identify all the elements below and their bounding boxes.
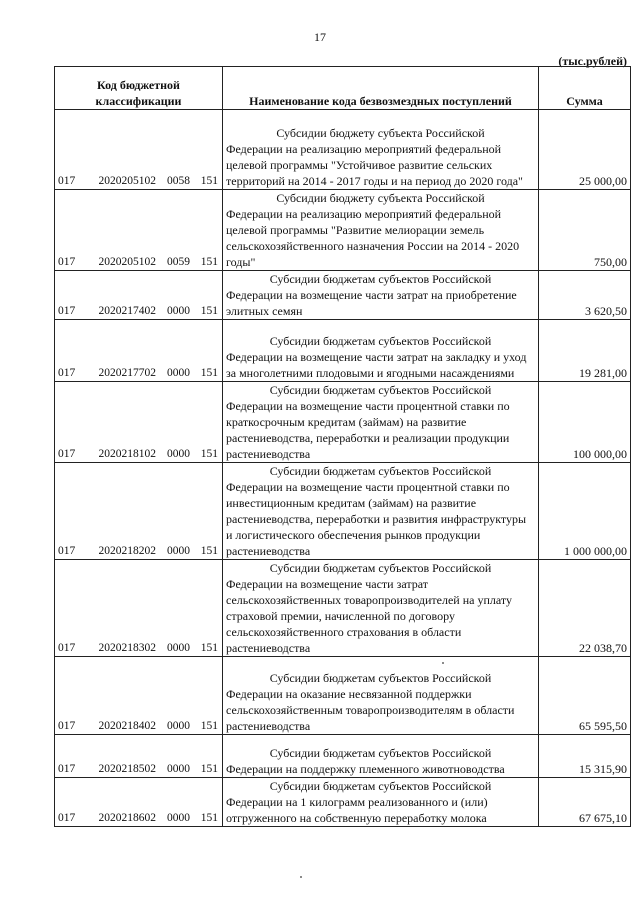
- code-program: 0000: [167, 305, 190, 317]
- code-program: 0000: [167, 448, 190, 460]
- code-group: 017: [58, 763, 76, 775]
- units-label: (тыс.рублей): [558, 54, 627, 68]
- name-first-line: Субсидии бюджетам субъектов Российской: [269, 272, 492, 286]
- amount-cell: 67 675,10: [539, 778, 631, 827]
- code-main: 2020218102: [98, 448, 156, 460]
- code-group: 017: [58, 642, 76, 654]
- header-name: Наименование кода безвозмездных поступлений: [223, 67, 539, 110]
- table-row: [55, 190, 631, 271]
- code-economic: 151: [200, 763, 218, 775]
- amount-cell: 3 620,50: [539, 271, 631, 320]
- name-first-line: Субсидии бюджету субъекта Российской: [276, 126, 485, 140]
- name-rest: Федерации на реализацию мероприятий федеральной целевой программы "Развитие мелиорации земель сельскохозяйственного назначения России на 2014 - 2020 годы": [226, 207, 520, 269]
- name-cell: [223, 463, 539, 560]
- code-group: 017: [58, 448, 76, 460]
- code-cell: [55, 560, 223, 657]
- code-economic: 151: [200, 175, 218, 187]
- code-economic: 151: [200, 642, 218, 654]
- scan-speck: [300, 876, 302, 878]
- code-program: 0058: [167, 175, 190, 187]
- name-cell: [223, 271, 539, 320]
- code-group: 017: [58, 367, 76, 379]
- name-rest: Федерации на возмещение части затрат на закладку и уход за многолетними плодовыми и ягодными насаждениями: [226, 350, 527, 380]
- code-economic: 151: [200, 720, 218, 732]
- code-economic: 151: [200, 367, 218, 379]
- name-first-line: Субсидии бюджетам субъектов Российской: [269, 671, 492, 685]
- code-cell: [55, 778, 223, 827]
- table-row: [55, 560, 631, 657]
- code-program: 0000: [167, 812, 190, 824]
- code-main: 2020205102: [98, 175, 156, 187]
- code-economic: 151: [200, 545, 218, 557]
- name-first-line: Субсидии бюджетам субъектов Российской: [269, 383, 492, 397]
- amount-cell: 19 281,00: [539, 320, 631, 382]
- table-row: [55, 271, 631, 320]
- table-row: [55, 463, 631, 560]
- table-body: [55, 110, 631, 827]
- amount-cell: 1 000 000,00: [539, 463, 631, 560]
- table-row: [55, 657, 631, 735]
- code-group: 017: [58, 305, 76, 317]
- name-cell: [223, 320, 539, 382]
- header-amount: Сумма: [539, 67, 631, 110]
- code-cell: [55, 657, 223, 735]
- code-economic: 151: [200, 256, 218, 268]
- code-cell: [55, 463, 223, 560]
- header-code: Код бюджетной классификации: [55, 67, 223, 110]
- code-economic: 151: [200, 305, 218, 317]
- code-cell: [55, 320, 223, 382]
- code-economic: 151: [200, 448, 218, 460]
- name-first-line: Субсидии бюджету субъекта Российской: [276, 191, 485, 205]
- name-cell: [223, 190, 539, 271]
- code-cell: [55, 382, 223, 463]
- code-program: 0000: [167, 720, 190, 732]
- table-row: [55, 778, 631, 827]
- code-main: 2020217402: [98, 305, 156, 317]
- code-program: 0000: [167, 642, 190, 654]
- code-cell: [55, 271, 223, 320]
- budget-table: [54, 66, 631, 827]
- code-group: 017: [58, 256, 76, 268]
- name-first-line: Субсидии бюджетам субъектов Российской: [269, 779, 492, 793]
- name-cell: [223, 778, 539, 827]
- code-group: 017: [58, 545, 76, 557]
- code-program: 0000: [167, 367, 190, 379]
- name-rest: Федерации на поддержку племенного животноводства: [226, 762, 505, 776]
- code-main: 2020205102: [98, 256, 156, 268]
- name-cell: [223, 110, 539, 190]
- name-first-line: Субсидии бюджетам субъектов Российской: [269, 464, 492, 478]
- code-cell: [55, 110, 223, 190]
- scan-speck: [442, 662, 444, 664]
- code-program: 0000: [167, 763, 190, 775]
- table-row: [55, 110, 631, 190]
- code-main: 2020218502: [98, 763, 156, 775]
- code-main: 2020218202: [98, 545, 156, 557]
- code-economic: 151: [200, 812, 218, 824]
- page-number: 17: [314, 30, 326, 44]
- name-rest: Федерации на 1 килограмм реализованного и (или) отгруженного на собственную переработку молока: [226, 795, 488, 825]
- code-main: 2020218302: [98, 642, 156, 654]
- name-rest: Федерации на возмещение части затрат сельскохозяйственных товаропроизводителей на уплату страховой премии, начисленной по договору сельскохозяйственного страхования в области растениеводства: [226, 577, 512, 655]
- amount-cell: 750,00: [539, 190, 631, 271]
- name-cell: [223, 560, 539, 657]
- code-cell: [55, 735, 223, 778]
- code-main: 2020218602: [98, 812, 156, 824]
- code-main: 2020218402: [98, 720, 156, 732]
- name-first-line: Субсидии бюджетам субъектов Российской: [269, 746, 492, 760]
- table-row: [55, 320, 631, 382]
- name-cell: [223, 657, 539, 735]
- name-cell: [223, 382, 539, 463]
- code-group: 017: [58, 812, 76, 824]
- amount-cell: 100 000,00: [539, 382, 631, 463]
- code-group: 017: [58, 720, 76, 732]
- name-first-line: Субсидии бюджетам субъектов Российской: [269, 561, 492, 575]
- code-program: 0059: [167, 256, 190, 268]
- name-cell: [223, 735, 539, 778]
- table-row: [55, 382, 631, 463]
- amount-cell: 65 595,50: [539, 657, 631, 735]
- code-program: 0000: [167, 545, 190, 557]
- table-header-row: [55, 67, 631, 110]
- name-rest: Федерации на возмещение части затрат на приобретение элитных семян: [226, 288, 517, 318]
- code-cell: [55, 190, 223, 271]
- amount-cell: 22 038,70: [539, 560, 631, 657]
- code-main: 2020217702: [98, 367, 156, 379]
- name-rest: Федерации на оказание несвязанной поддержки сельскохозяйственным товаропроизводителям в области растениеводства: [226, 687, 515, 733]
- amount-cell: 15 315,90: [539, 735, 631, 778]
- name-rest: Федерации на возмещение части процентной ставки по инвестиционным кредитам (займам) на развитие растениеводства, переработки и развития инфраструктуры и логистического обеспечения рынков продукции растениеводства: [226, 480, 527, 558]
- table-row: [55, 735, 631, 778]
- name-first-line: Субсидии бюджетам субъектов Российской: [269, 334, 492, 348]
- code-group: 017: [58, 175, 76, 187]
- name-rest: Федерации на реализацию мероприятий федеральной целевой программы "Устойчивое развитие сельских территорий на 2014 - 2017 годы и на период до 2020 года": [226, 142, 523, 188]
- name-rest: Федерации на возмещение части процентной ставки по краткосрочным кредитам (займам) на развитие растениеводства, переработки и реализации продукции растениеводства: [226, 399, 510, 461]
- amount-cell: 25 000,00: [539, 110, 631, 190]
